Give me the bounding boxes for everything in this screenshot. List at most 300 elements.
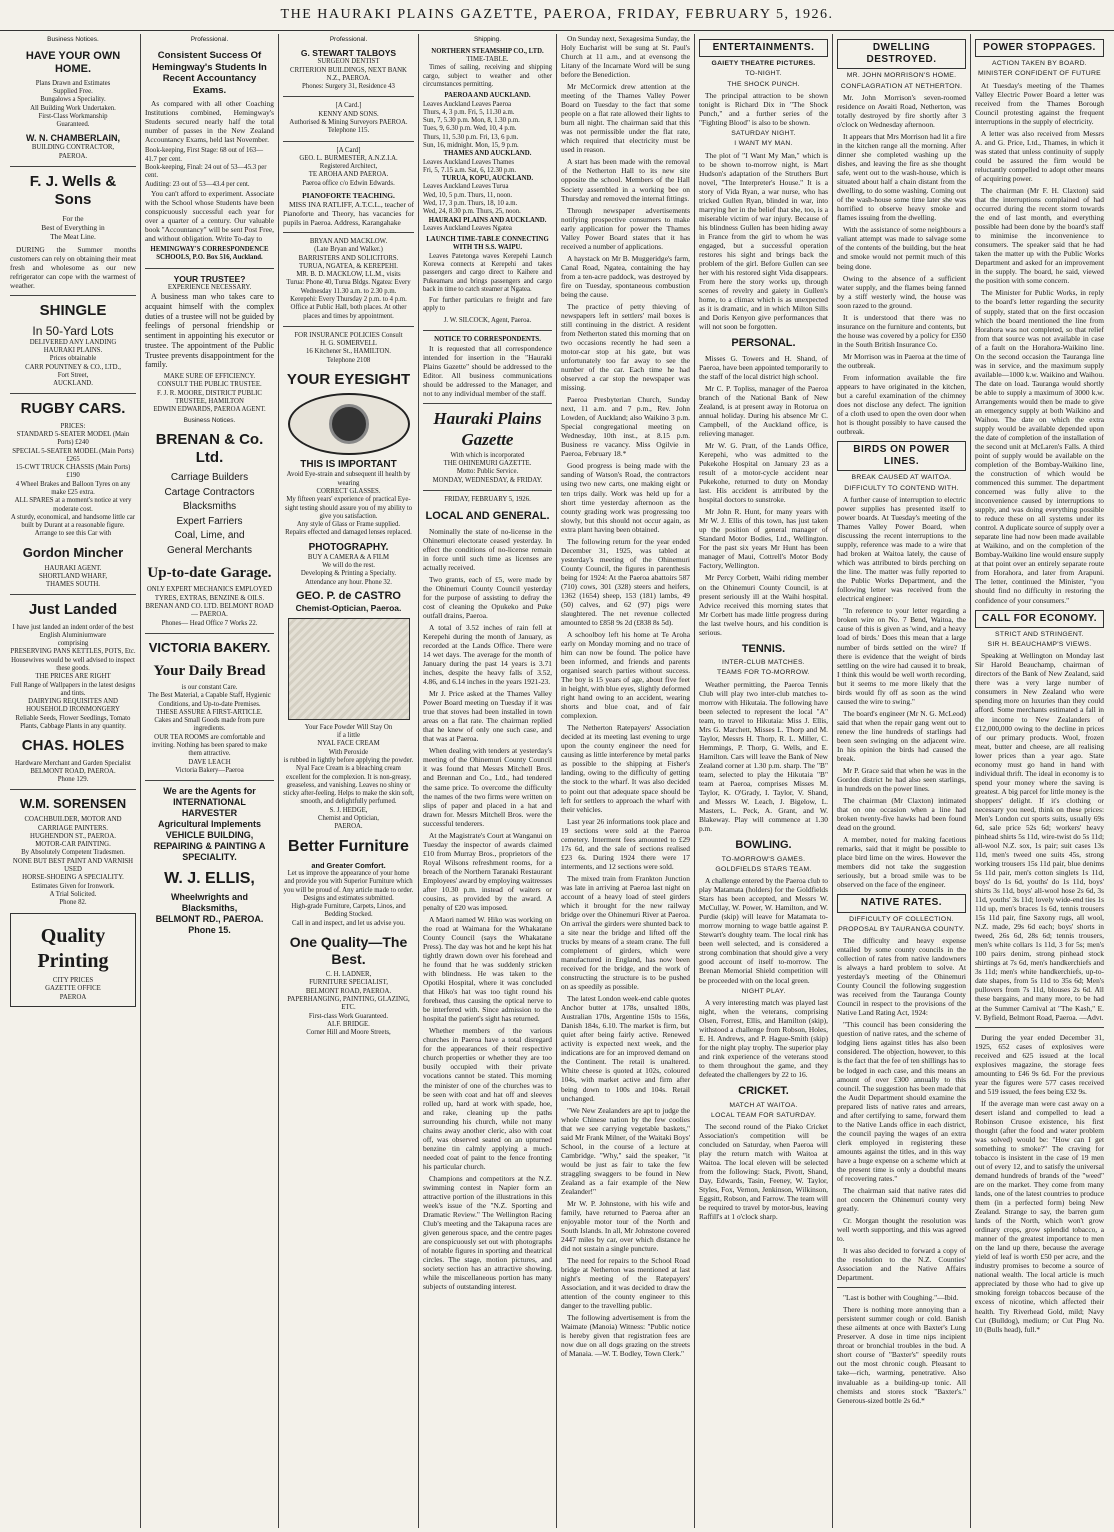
paragraph: The chairman (Mr Claxton) intimated that on one occasion when a line had broken twenty-five hawks had been found dead on the ground.	[837, 796, 966, 833]
divider	[145, 633, 274, 634]
ad-name-castro: GEO. P. de CASTRO	[296, 590, 401, 603]
ad-lines	[10, 624, 136, 732]
text-line: CORRECT GLASSES.	[316, 488, 381, 496]
text-line: Carriage Builders	[170, 472, 249, 484]
text-line: A Trial Solicited.	[49, 890, 97, 898]
text-line: MONDAY, WEDNESDAY, & FRIDAY.	[432, 476, 543, 484]
text-line: DAIRYING REQUISITES AND HOUSEHOLD IRONMONGERY	[26, 698, 120, 714]
subheading: DIFFICULTY TO CONTEND WITH.	[844, 484, 959, 492]
text-line: [A Card]	[336, 146, 361, 154]
text-line: ONLY EXPERT MECHANICS EMPLOYED	[146, 586, 273, 594]
text-line: Leaves Auckland Leaves Thames	[423, 158, 515, 166]
text-line: Expert Farriers	[176, 515, 243, 527]
ad-body-hemingway-2: You can't afford to experiment. Associate with the School whose Students have been conspicuously successful each year for over a quarter of a century. Our valuable book "Accountancy" will be sent Post Free, and without obligation. Write To-day to	[145, 188, 274, 243]
text-line: comprising	[57, 640, 89, 648]
divider	[423, 403, 552, 404]
newspaper-flag: Hauraki Plains Gazette	[433, 409, 542, 450]
text-line: The Meat Line.	[50, 231, 96, 241]
text-line: Blacksmiths	[182, 501, 237, 513]
ad-lines	[283, 238, 414, 321]
ad-subheading-shingle: In 50-Yard Lots	[32, 324, 114, 339]
ad-heading-furniture: Better Furniture	[288, 838, 409, 856]
text-line: H. G. SOMERVELL	[320, 340, 377, 348]
subheading: TO-MORROW'S GAMES.	[721, 855, 806, 863]
text-line: Call in and inspect, and let us advise you.	[292, 919, 405, 927]
text-line: Telephone 2108	[326, 356, 371, 364]
ad-lines	[10, 423, 136, 539]
paragraph: It is understood that there was no insurance on the furniture and contents, but the house was covered by a policy for £350 in the South British Insurance Co.	[837, 312, 966, 349]
ad-heading-hemingway: Consistent Success Of Hemingway's Students In Recent Accountancy Exams.	[152, 49, 267, 96]
paragraph: Whether members of the various churches in Paeroa have a total disregard for the appearances of their respective church properties or whether they are too busily occupied with their private vocations cannot be stated. This morning the minister of one of the churches was to be seen with coat and hat off and sleeves rolled up, hard at work with spade, hoe, and rake, cleaning up the paths surrounding his church, while not many chains away another cleric, also with coat off, was observed seated on an upturned benzine tin calmly applying a much-needed coat of paint to the fence fronting his particular church.	[423, 1026, 552, 1171]
column-power-economy	[970, 34, 1108, 1528]
ad-lines	[145, 586, 274, 627]
paragraph: The need for repairs to the School Road bridge at Netherton was mentioned at last night's meeting of the Ratepayers' Association, and it was decided to draw the attention of the county engineer to this danger to the travelling public.	[561, 1256, 690, 1311]
text-line: Book-keeping, Final: 24 out of 53—45.3 per cent.	[145, 163, 267, 180]
divider	[283, 326, 414, 327]
text-line: 4 Wheel Brakes and Balloon Tyres on any make £25 extra.	[15, 480, 131, 496]
text-line: Chemist and Optician,	[318, 814, 379, 822]
article-paragraphs	[699, 354, 828, 637]
paragraph: A schoolboy left his home at Te Aroha early on Monday morning and no trace of him can now be found. The police have been informed, and friends and parents organised search parties without success. The boy is 15 years of age, about five feet in height, with blue eyes, slightly deformed right hand owing to an accident, wearing shorts and blue coat, and of fair complexion.	[561, 629, 690, 721]
paragraph: Cr. Morgan thought the resolution was well worth supporting, and this was agreed to.	[837, 1216, 966, 1244]
subheading: BREAK CAUSED AT WAITOA.	[851, 474, 952, 482]
ad-name-hemingway: HEMINGWAY'S CORRESPONDENCE SCHOOLS, P.O. Box 516, Auckland.	[150, 245, 269, 262]
ship-agent: J. W. SILCOCK, Agent, Paeroa.	[443, 316, 532, 324]
route-heading: THAMES AND AUCKLAND.	[443, 150, 532, 158]
text-line: CARR POUNTNEY & CO., LTD.,	[25, 363, 121, 371]
subheading: MATCH AT WAITOA.	[729, 1101, 798, 1109]
text-line: FURNITURE SPECIALIST,	[309, 979, 388, 987]
text-line: Auditing: 23 out of 53—43.4 per cent.	[145, 180, 250, 188]
ad-lines	[283, 870, 414, 928]
text-line: First-class Work Guaranteed.	[308, 1012, 389, 1020]
text-line: Telephone 115.	[327, 127, 370, 135]
ship-note: Times of sailing, receiving and shipping cargo, subject to weather and other circumstances permitting.	[423, 64, 552, 89]
subheading: SIR H. BEAUCHAMP'S VIEWS.	[987, 641, 1092, 648]
text-line: By Absolutely Competent Tradesmen.	[21, 849, 125, 857]
text-line: Leaves Auckland Leaves Paeroa	[423, 100, 512, 108]
section-heading-power: POWER STOPPAGES.	[975, 39, 1104, 57]
ad-lines	[145, 684, 274, 775]
divider	[10, 393, 136, 394]
ad-heading-just-landed: Just Landed	[28, 601, 118, 619]
text-line: Reliable Seeds, Flower Seedlings, Tomato Plants, Cabbage Plants in any quantity.	[15, 714, 131, 731]
ad-heading-own-home: HAVE YOUR OWN HOME.	[25, 49, 121, 76]
text-line: KENNY AND SONS.	[318, 110, 379, 118]
divider	[145, 268, 274, 269]
section-heading-local: LOCAL AND GENERAL.	[425, 510, 550, 523]
route-lines	[423, 101, 552, 151]
paragraph: With the assistance of some neighbours a valiant attempt was made to salvage some of the contents of the building, but the heat and smoke would not permit much of this being done.	[837, 225, 966, 271]
paragraph: Mr P. Grace said that when he was in the Gordon district he had also seen starlings, in hundreds on the power lines.	[837, 765, 966, 793]
subheading: NIGHT PLAY.	[741, 987, 786, 995]
column-entertainment-sport	[694, 34, 832, 1528]
subheading: THE SHOCK PUNCH.	[727, 80, 800, 88]
text-line: With which is incorporated	[450, 451, 525, 459]
text-line: S. J. HEDGE,	[329, 806, 368, 814]
text-line: English Aluminiumware	[39, 631, 107, 639]
text-line: Sun, 16, midnight. Mon, 15, 9 p.m.	[423, 142, 519, 150]
text-line: Developing & Printing a Specialty.	[300, 570, 397, 578]
column-professional	[140, 34, 278, 1528]
ad-name-talboys: G. STEWART TALBOYS	[300, 47, 397, 58]
text-line: Guaranteed.	[56, 121, 90, 129]
text-line: THE PRICES ARE RIGHT	[35, 673, 111, 681]
text-line: PAEROA	[59, 993, 87, 1001]
text-line: BELMONT ROAD, PAEROA.	[305, 987, 392, 995]
paragraph: A haystack on Mr B. Muggeridge's farm, Canal Road, Ngatea, containing the hay from a ten-acre paddock, was destroyed by fire on Tuesday, spontaneous combustion being the cause.	[561, 253, 690, 299]
ad-heading-ellis: W. J. ELLIS,	[164, 869, 255, 887]
column-shipping-local	[418, 34, 556, 1528]
ad-subname-castro: Chemist-Optician, Paeroa.	[295, 603, 402, 614]
ad-heading-wells: F. J. Wells & Sons	[29, 172, 117, 209]
paragraph: Mr. John Morrison's seven-roomed residence on Awaiti Road, Netherton, was totally destroyed by fire shortly after 3 o'clock on Wednesday afternoon.	[837, 92, 966, 130]
text-line: BUY A CAMERA & A FILM	[307, 553, 390, 561]
text-line: MR. B. D. MACKLOW, LL.M., visits	[296, 271, 401, 279]
ad-lines	[10, 565, 136, 590]
paragraph: Mr J. Price asked at the Thames Valley Power Board meeting on Tuesday if it was true that stoves had been installed in town areas on a flat rate. The chairman replied that he knew of only one such case, and that was at Paeroa.	[423, 689, 552, 744]
paragraph: Mr C. P. Topliss, manager of the Paeroa branch of the National Bank of New Zealand, is at present away in Rotorua on annual holiday. During his absence Mr C. Campbell, of the Auckland office, is relieving manager.	[699, 383, 828, 438]
paragraph: There is nothing more annoying than a persistent summer cough or cold. Banish these ailments at once with Baxter's Lung Preserver. A dose in time nips incipient throat or bronchial troubles in the bud. A short course of "Baxter's" speedily routs out the most chronic cough. Pleasant to take—rich, warming, penetrative. Also invaluable as a building-up tonic. All chemists and stores stock "Baxter's." Generous-sized bottle 2s 6d.*	[837, 1305, 966, 1405]
text-line: Let us improve the appearance of your home and provide you with Superior Furniture which you will be proud of. Any article made to order. Designs and estimates submitted.	[283, 870, 414, 902]
text-line: BRENAN AND CO. LTD. BELMONT ROAD — PAEROA.	[145, 602, 274, 619]
ad-body-hemingway: As compared with all other Coaching Institutions combined, Hemingway's Students secured nearly half the total number of passes in the New Zealand Accountancy Exams, held last November.	[145, 99, 274, 145]
text-line: Authorised & Mining Surveyors PAEROA.	[289, 118, 408, 126]
text-line: THAMES SOUTH.	[45, 581, 100, 589]
text-line: THESE ASSURE A FIRST-ARTICLE.	[156, 708, 263, 716]
text-line: OUR TEA ROOMS are comfortable and inviting. Nothing has been spared to make them attractive.	[152, 733, 267, 758]
text-line: C. H. LADNER,	[325, 971, 372, 979]
paragraph: At Tuesday's meeting of the Thames Valley Electric Power Board a letter was received from the Thames Borough Council protesting against the frequent interruptions in the supply of electricity.	[975, 80, 1104, 126]
ship-timetable: TIME-TABLE.	[466, 56, 509, 64]
article-body: The plot of "I Want My Man," which is to be shown to-morrow night, is Mart Hudson's adaptation of the Struthers Burt novel, "The Interpreter's House." It is a story of Vida Ryan, a war nurse, who has tricked Gullen Ryan, blinded in war, into marrying her in the belief that she, too, is a miserable victim of war injury. Because of his blindness Gullen has been hiding away in France from the girl to whom he was engaged, but a successful operation restores his sight and brings back the problem of the girl. Before Gullen can see her with his restored sight Vida disappears. From here the story works up, through scenes of revelry and gaiety in Gullen's home, to a climax which is as unexpected as it is dramatic, and in which Milton Sills and Doris Kenyon give performances that will not soon be forgotten.	[699, 150, 828, 332]
text-line: GAZETTE OFFICE	[45, 985, 101, 993]
route-heading: PAEROA AND AUCKLAND.	[444, 92, 531, 100]
ad-heading-quality-printing: Quality Printing	[37, 925, 109, 972]
ad-subheading-bread: Your Daily Bread	[153, 662, 266, 679]
subheading: I WANT MY MAN.	[734, 140, 793, 148]
text-line: SHORTLAND WHARF,	[38, 572, 108, 580]
section-heading-cricket: CRICKET.	[738, 1085, 789, 1098]
text-line: My fifteen years' experience of practical Eye-sight testing should assure you of my ability to give you satisfaction.	[284, 496, 413, 520]
paragraph: A member, noted for making facetious remarks, said that it might be possible to place bird lime on the wires. However the members did not take the suggestion seriously, but a broad smile was to be observed on the face of the engineer.	[837, 835, 966, 890]
text-line: Attendance any hour. Phone 32.	[305, 578, 392, 586]
ad-lines	[10, 760, 136, 785]
text-line: [A Card.]	[335, 102, 362, 110]
paragraph: Good progress is being made with the sanding of Watson's Road, the contractors using two new carts, one making eight or ten trips daily. Work was held up for a short time yesterday afternoon as the county grading work was progressing too slowly, but this should not occur again, as extra plant having been obtained.	[561, 461, 690, 534]
text-line: Repairs effected and damaged lenses replaced.	[285, 529, 412, 537]
article-body: The second round of the Piako Cricket Association's competition will be concluded on Saturday, when Paeroa will play the return match with Waitoa at Waitoa. The local eleven will be selected from the following: Stack, Pivott, Shand, Day, Edwards, Tasin, Feeney, W. Taylor, Styles, Fox, Vernon, Jenkinson, Wilkinson, Eggsitt, Robson, and Farrow. The team will be required to travel by motor-bus, leaving Raffill's at 1 o'clock sharp.	[699, 1122, 828, 1222]
text-line: Your Face Powder Will Stay On	[304, 723, 393, 731]
column-business-notices	[6, 34, 140, 1528]
paragraph: The Netherton Ratepayers' Association decided at its meeting last evening to urge upon the county engineer the need for causing as little interference by metal parks as possible to the shipping at Fisher's landing, owing to the difficulty of getting the stock to the wharf. It was also decided to point out that adequate space should be left for settlers to approach the wharf with their vehicles.	[561, 723, 690, 814]
section-heading-dwelling: DWELLING DESTROYED.	[837, 39, 966, 69]
text-line: Arrange to see this Car with	[34, 530, 112, 538]
text-line: Cakes and Small Goods made from pure ingredients.	[154, 717, 265, 733]
text-line: INTERNATIONAL HARVESTER	[173, 797, 246, 818]
text-line: Leaves Auckland Leaves Ngatea	[423, 224, 512, 232]
paragraph: A further cause of interruption to electric power supplies has presented itself to power boards. At Tuesday's meeting of the Thames Valley Power Board, when discussing the recent interruptions to the supply, reference was made to a wire that had broken at Waitoa lately, the cause of which was attributed to birds perching on the line. The matter was fully reported to the Public Works Department, and the following letter was received from the electrical engineer:	[837, 495, 966, 604]
text-line: BARRISTERS AND SOLICITORS.	[298, 254, 399, 262]
issue-date: FRIDAY, FEBRUARY 5, 1926.	[444, 495, 531, 503]
text-line: BELMONT ROAD, PAEROA.	[30, 767, 116, 775]
text-line: NONE BUT BEST PAINT AND VARNISH USED	[12, 857, 134, 873]
text-line: Phone 15.	[188, 925, 231, 936]
text-line: Best of Everything in	[41, 222, 105, 232]
paragraph: The mixed train from Frankton Junction was late in arriving at Paeroa last night on account of a heavy load of steel girders which it brought for the new railway bridge over the Ohinemuri River at Paeroa. On arrival the girders were shunted back to a site near the bridge and lifted off the trucks by means of a steam crane. The full complement of girders, which were manufactured in England, has now been received for the bridge, and the work of constructing the structure is to be pushed on as speedily as possible.	[561, 873, 690, 992]
ad-heading-piano: PIANOFORTE TEACHING.	[302, 190, 395, 200]
section-heading-birds: BIRDS ON POWER LINES.	[837, 441, 966, 471]
ad-heading-holes: CHAS. HOLES	[21, 737, 125, 755]
text-line: if a little	[336, 732, 361, 740]
section-heading-personal: PERSONAL.	[731, 337, 796, 350]
text-line: Any style of Glass or Frame supplied.	[296, 521, 401, 529]
article-paragraphs	[975, 81, 1104, 605]
subheading: PROPOSAL BY TAURANGA COUNTY.	[838, 925, 965, 933]
text-line: Phones: Surgery 31, Residence 43	[302, 83, 395, 91]
ad-lines	[145, 892, 274, 936]
article-paragraphs	[837, 936, 966, 1282]
text-line: Paeroa office c/o Edwin Edwards.	[302, 179, 395, 187]
text-line: DELIVERED ANY LANDING	[29, 338, 117, 346]
text-line: Hardware Merchant and Garden Specialist	[15, 759, 131, 767]
paragraph: "We New Zealanders are apt to judge the whole Chinese nation by the few coolies that we see carrying vegetable baskets," said Mr Frank Milner, of the Waitaki Boys' School, in the course of a lecture at Cambridge. "Why," said the speaker, "it would be just as fair to take the few straggling swaggers to be found in New Zealand as a fair example of the New Zealander!"	[561, 1105, 690, 1196]
text-line: Turua: Phone 40, Turua Bldgs. Ngatea: Every Wednesday 11.30 a.m. to 2.30 p.m.	[286, 279, 411, 295]
paragraph: Mr W. P. Johnstone, with his wife and family, have returned to Paeroa after an enjoyable motor tour of the North and South Islands. In all, Mr Johnstone covered 2447 miles by car, over which distance he did not sustain a single puncture.	[561, 1198, 690, 1254]
text-line: VEHICLE BUILDING, REPAIRING & PAINTING A SPECIALITY.	[153, 829, 266, 862]
ad-lines	[283, 724, 414, 832]
paragraph: The following return for the year ended December 31, 1925, was tabled at yesterday's meeting of the Ohinemuri County Council, the figures in parenthesis being for 1924: At the Paeroa abattoirs 587 (710) cows, 301 (328) steers and heifers, 1362 (1654) sheep, 153 (181) lambs, 49 (50) calves, and 62 (97) pigs were slaughtered. The net revenue collected amounted to £858 9s 2d (£838 8s 5d).	[561, 536, 690, 627]
paragraph: The Minister for Public Works, in reply to the board's letter regarding the security of supply, stated that on the first occasion which the board mentioned the line from Horahora was not completed, so that relief from that source was not available in case of a fault on the Horahora-Waikino line. On the second occasion the Tauranga line was in service, and the maximum supply available—1000 k.w. Waikino and Waihou. The date on load. Tauranga would shortly be able to supply a maximum of 3000 k.w. Arrangements would then be made to give an emergency supply at both Waikino and Waihou. The date on which the extra supply would be available depended upon the date of completion of the installation of the second unit at McLaren's Falls. A third point of supply would be available on the completion of the Bombay-Waikino line, the construction of which would be commenced this summer. The department concerned was fully alive to the inconvenience caused by interruptions to supply, and was doing everything possible to reduce these on all systems under its control. A duplicate source of supply over a separate line had now been made available at Waikino, and on the completion of the Bombay-Waikino line would ensure supply at that point over an entirely separate route from Horahora, and later from Arapuni. The letter, continued the Minister, "you should find no difficulty in restoring the confidence of your consumers."	[975, 288, 1104, 605]
text-line: TYRES, EXTRAS, BENZINE & OILS.	[154, 594, 265, 602]
article-paragraphs	[837, 495, 966, 889]
text-line: Avoid Eye-strain and subsequent ill health by wearing	[286, 471, 411, 487]
divider	[837, 1287, 966, 1288]
article-paragraphs	[975, 1033, 1104, 1334]
launch-body: Leaves Patetonga waves Kerepehi Launch Korewa connects at Kerepehi and takes passengers and cargo direct to Kaihere and Pukeamaru and brings passengers and cargo back in time to catch steamer at Ngatea.	[423, 252, 552, 293]
launch-body-2: For further particulars re freight and fare apply to	[423, 297, 552, 313]
subheading: INTER-CLUB MATCHES.	[722, 659, 805, 667]
text-line: Prices obtainable	[49, 355, 97, 363]
paragraph: A start has been made with the removal of the Netherton Hall to its new site opposite the school. Members of the Hall Society assembled in a working bee on Thursday and removed the internal fittings.	[561, 157, 690, 203]
paragraph: A Maori named W. Hiko was working on the road at Waimana for the Whakatane County Council (says the Whakatane Press). The day was hot and he kept his hat tightly drawn down over his forehead and he found that he was suddenly stricken with blindness. He was taken to the Opotiki Hospital, where it was concluded that Hiko's hat was too tight round his forehead, thus causing the optical nerve to be interfered with. Since admission to the hospital the patient's sight has returned.	[423, 914, 552, 1024]
paragraph: From information available the fire appears to have originated in the kitchen, but a careful examination of the chimney does not disclose any defect. The ignition of a cloth used to open the oven door when hot is thought possibly to have caused the outbreak.	[837, 372, 966, 437]
text-line: We are the Agents for	[163, 786, 256, 797]
column-caption: Business Notices.	[47, 36, 99, 43]
divider	[145, 780, 274, 781]
text-line: Plans Drawn and Estimates	[35, 79, 111, 87]
text-line: is our constant Care.	[181, 683, 238, 691]
route-lines	[423, 225, 552, 233]
paragraph: It appears that Mrs Morrison had lit a fire in the kitchen range all the morning. After dinner she completed washing up the dishes, and leaving the fire as she thought safe, went out to the wash-house, which is situated about half a chain distant from the dwelling, to do some washing. Coming out of the wash-house some time later she was horrified to observe heavy smoke and flames issuing from the dwelling.	[837, 132, 966, 223]
text-line: BUILDING CONTRACTOR,	[31, 144, 115, 152]
text-line: PRICES:	[60, 422, 86, 430]
text-line: HAURAKI AGENT.	[44, 564, 102, 572]
text-line: HAURAKI PLAINS.	[43, 347, 103, 354]
paragraph: If the average man were cast away on a desert island and compelled to lead a Robinson Crusoe existence, his first thought (after the food and water problem was solved) would be: "How can I get something to smoke?" The craving for tobacco is insistent in the case of 19 men out of every 12, and to satisfy the universal demand hundreds of brands of the "weed" are on the market. They come from many lands, one of the latest countries to produce them (in a perfected form) being New Zealand. Strange to say, the barren gum lands of the North, which won't grow ordinary crops, grow splendid tobacco, a manner of the greatest importance to men on the land up there, because the average yield of leaf is worth £50 per acre, and the industry promises to become a source of national wealth. The local article is much appreciated by those who had to give up smoking foreign tobaccos because of the excess of nicotine, which affected their health. Try Riverhead Gold, mild; Navy Cut (Bulldog), medium; or Cut Plug No. 10 (Bulls head), full.*	[975, 1098, 1104, 1334]
text-line: Thurs, 11, 5.30 p.m. Fri, 13, 6 p.m.	[423, 133, 519, 141]
section-heading-tennis: TENNIS.	[741, 642, 786, 655]
divider	[283, 232, 414, 233]
ad-subheading-important: THIS IS IMPORTANT	[300, 459, 397, 471]
subheading: DIFFICULTY OF COLLECTION.	[849, 915, 954, 923]
text-line: For the	[62, 213, 84, 223]
text-line: GEO. L. BURMESTER, A.N.Z.I.A.	[299, 154, 398, 162]
text-line: Phone 82.	[59, 899, 87, 907]
text-line: PAEROA.	[334, 823, 363, 831]
news-paragraphs	[561, 34, 690, 1358]
notice-heading: NOTICE TO CORRESPONDENTS.	[434, 335, 541, 343]
flag-lines	[423, 452, 552, 485]
section-heading-native-rates: NATIVE RATES.	[837, 894, 966, 912]
paragraph: When dealing with tenders at yesterday's meeting of the Ohinemuri County Council it was found that Messrs Mitchell Bros. and Brennan and Co., Ltd., had tendered the same price. To overcome the difficulty the names of the two firms were written on slips of paper and placed in a hat and drawn for. Messrs Mitchell Bros. were the successful tenderers.	[423, 746, 552, 828]
text-line: Bungalows a Speciality.	[40, 96, 106, 104]
ad-lines	[283, 102, 414, 135]
route-lines	[423, 183, 552, 216]
ad-heading-garage: Up-to-date Garage.	[147, 565, 272, 582]
ad-lines	[10, 816, 136, 907]
paragraph: "Last is bother with Coughing."—Ibid.	[843, 1293, 959, 1303]
ad-body-wells: DURING the Summer months customers can rely on obtaining their meat fresh and wholesome as our new refrigerator can cope with the warmest of weather.	[10, 244, 137, 290]
text-line: Agricultural Implements	[157, 818, 262, 829]
text-line: CONSULT THE PUBLIC TRUSTEE.	[157, 381, 262, 389]
paragraph: The difficulty and heavy expense entailed by some county councils in the collection of rates from native landowners is always a hard problem to solve. At yesterday's meeting of the Ohinemuri County Council the following suggestion was received from the Tauranga County Council in respect to the provisions of the Native Land Rating Act, 1924:	[837, 936, 966, 1018]
paragraph: At the Magistrate's Court at Wanganui on Tuesday the inspector of awards claimed £10 from Murray Bros., proprietors of the Royal Wilsons refreshment rooms, for a breach of the Northern Taranaki Restaurant Employees' award by employing waitresses after 10.30 p.m. instead of waiters or cousins, as provided by the award. A penalty of £20 was imposed.	[423, 830, 552, 912]
paragraph: Two grants, each of £5, were made by the Ohinemuri County Council yesterday for the purpose of assisting to defray the cost of cleaning the Opukeko and Puke outfall drains, Paeroa.	[423, 574, 552, 620]
text-line: All Building Work Undertaken.	[30, 104, 116, 112]
divider	[283, 141, 414, 142]
text-line: Victoria Bakery—Paeroa	[175, 766, 244, 774]
text-line: Motto: Public Service.	[456, 468, 519, 476]
text-line: Supplied Free.	[53, 88, 93, 96]
paragraph: Mr Percy Corbett, Waihi riding member on the Ohinemuri County Council, is at present seriously ill at the Waihi hospital. Advice received this morning states that Mr Corbett has made little progress during the last twelve hours, and his condition is serious.	[699, 573, 828, 637]
ad-lines	[145, 373, 274, 414]
paragraph: Misses G. Towers and H. Shand, of Paeroa, have been appointed temporarily to the staff of the local district high school.	[699, 353, 828, 381]
divider	[975, 1027, 1104, 1028]
text-line: DAVE LEACH	[188, 758, 231, 766]
text-line: MAKE SURE OF EFFICIENCY.	[163, 373, 256, 381]
ad-heading-victoria-bakery: VICTORIA BAKERY.	[148, 639, 271, 655]
text-line: First-Class Workmanship	[38, 112, 108, 120]
divider	[10, 295, 136, 296]
paragraph: Owing to the absence of a sufficient water supply, and the flames being fanned by a stiff westerly wind, the house was soon razed to the ground.	[837, 273, 966, 310]
ad-lines	[10, 339, 136, 389]
column-professional-2	[278, 34, 418, 1528]
text-line: Kerepehi: Every Thursday 2 p.m. to 4 p.m.	[290, 296, 407, 304]
notice-body: It is requested that all correspondence intended for insertion in the "Hauraki Plains Gazette" should be addressed to the Editor. All business communications should be addressed to the Manager, and not to any individual member of the staff.	[423, 344, 552, 399]
subheading: CONFLAGRATION AT NETHERTON.	[840, 82, 963, 90]
text-line: is rubbed in lightly before applying the powder. Nyal Face Cream is a bleaching cream excellent for the complexion. It is non-greasy, greaseless, and vanishing. Leaves no shiny or sticky after-feeling. Helps to make the skin soft, smooth, and delightfully perfumed.	[283, 756, 414, 806]
ad-subheading-furniture: and Greater Comfort.	[311, 860, 386, 870]
text-line: TURUA, NGATEA, & KEREPEHI.	[299, 262, 398, 270]
eye-illustration	[288, 393, 410, 455]
text-line: ALL SPARES at a moment's notice at very moderate cost.	[14, 497, 132, 513]
text-line: PAPERHANGING, PAINTING, GLAZING, ETC.	[287, 995, 410, 1012]
divider	[423, 490, 552, 491]
paragraph: Mr McCormick drew attention at the meeting of the Thames Valley Power Board on Tuesday to the fact that some people on a flat rate allowed their lights to burn all night. The chairman said that this was not permissible under the flat rate, which required that electricity must be used in reason.	[561, 82, 690, 155]
text-line: Wed, 24, 8.30 p.m. Thurs, 25, noon.	[423, 208, 521, 216]
paragraph: The latest London week-end cable quotes Anchor butter at 178s, unsalted 180s, Australian 170s, Argentine 150s to 156s, Danish 184s, 6.10. The market is firm, but quiet after being fairly active. Renewed activity is expected next week, and the indications are for an improved demand on the Continent. The retail is unaltered. White cheese is quoted at 102s, coloured 104s, with market active and firm after being down to 100s and 104s. Retail unchanged.	[561, 994, 690, 1103]
text-line: 16 Kitchener St., HAMILTON.	[306, 348, 391, 356]
paragraph: On Sunday next, Sexagesima Sunday, the Holy Eucharist will be sung at St. Paul's Church at 11 a.m., and at evensong the Litany of the Incarnate Word will be sung before the Benediction.	[561, 34, 690, 80]
text-line: THE OHINEMURI GAZETTE.	[443, 460, 532, 468]
subheading: SATURDAY NIGHT.	[731, 130, 796, 138]
masthead: THE HAURAKI PLAINS GAZETTE, PAEROA, FRIDAY, FEBRUARY 5, 1926.	[0, 0, 1114, 31]
text-line: Leaves Auckland Leaves Turua	[423, 183, 509, 191]
column-caption: Shipping.	[473, 36, 502, 43]
lady-illustration	[288, 618, 410, 720]
text-line: PRESERVING PANS KETTLES, POTS, Etc.	[10, 648, 136, 656]
paragraph: The chairman (Mr F. H. Claxton) said that the interruptions complained of had occurred during the recent storm towards the end of last month, and everything possible had been done by the board's staff to minimise the inconvenience to consumers. The speaker said that he had taken the matter up with the Public Works Department and asked for an improvement in the supply. The board, he said, viewed the position with some concern.	[975, 186, 1104, 286]
text-line: Tues, 9, 6.30 p.m. Wed, 10, 4 p.m.	[423, 125, 517, 133]
text-line: The Best Material, a Capable Staff, Hygienic Conditions, and Up-to-date Premises.	[148, 692, 271, 708]
subheading: TEAMS FOR TO-MORROW.	[717, 669, 810, 677]
article-body: A very interesting match was played last night, when the veterans, comprising Olsen, Forrest, Ellis, and Hamilton (skip), withstood a challenge from Robson, Holes, E. H. Andrews, and P. Hague-Smith (skip) for the night play trophy. The superior play and rink experience of the veterans stood to them throughout the game, and they defeated the challengers by 22 to 16.	[699, 997, 828, 1080]
iris-shape	[329, 404, 369, 444]
subheading: STRICT AND STRINGENT.	[995, 630, 1084, 638]
ad-lines	[283, 971, 414, 1037]
ad-heading-eyesight: YOUR EYESIGHT	[286, 371, 411, 388]
text-line: Book-keeping, First Stage: 68 out of 163—41.7 per cent.	[145, 147, 263, 163]
text-line: With Peroxide	[328, 748, 369, 756]
section-heading-bowling: BOWLING.	[735, 839, 792, 852]
ad-slogan-one-quality: One Quality—The Best.	[289, 933, 408, 968]
text-line: NYAL FACE CREAM	[317, 740, 380, 748]
text-line: Fort Street,	[57, 371, 89, 379]
divider	[10, 166, 136, 167]
text-line: We will do the rest.	[322, 562, 375, 570]
ad-lines	[15, 977, 131, 1002]
subheading: TO-NIGHT.	[745, 70, 782, 78]
text-line: CITY PRICES	[52, 977, 94, 985]
section-heading-economy: CALL FOR ECONOMY.	[975, 610, 1104, 628]
paragraph: A letter was also received from Messrs A. and G. Price, Ltd., Thames, in which it was stated that unless continuity of supply could be assured the firm would be reluctantly compelled to adopt other means of acquiring power.	[975, 128, 1104, 184]
ad-lines	[10, 80, 136, 130]
text-line: Fri, 5, 7.15 a.m. Sat, 6, 12.30 p.m.	[423, 166, 517, 174]
text-line: AUCKLAND.	[53, 380, 93, 388]
paragraph: A total of 3.52 inches of rain fell at Kerepehi during the month of January, as recorded at the Lands Office. There were 14 wet days. The average for the month of January during the past 14 years is 3.71 inches, despite the heavy falls of 3.52, 4.86, and 6.14 inches in the years 1921-23.	[423, 622, 552, 687]
paragraph: Mr W. G. Pratt, of the Lands Office, Kerepehi, who was admitted to the Pukekohe Hospital on January 23 as a result of a motor-cycle accident near Pukekohe, returned to duty on Monday last. His accident is attributed by the hospital doctors to sunstroke.	[699, 441, 828, 505]
divider	[10, 789, 136, 790]
text-line: Housewives would be well advised to inspect these goods.	[11, 656, 135, 673]
ad-body-trustee: A business man who takes care to acquaint himself with the complex duties of a trustee will not be guided by feelings of personal friendship or sentiment in appointing his executor or trustee. The appointment of the Public Trustee prevents disappointment for the family.	[145, 292, 274, 370]
subheading: GOLDFIELDS STARS TEAM.	[715, 865, 812, 873]
ad-heading-trustee: YOUR TRUSTEE?	[173, 273, 246, 284]
subheading: ACTION TAKEN BY BOARD.	[992, 60, 1087, 68]
text-line: Wheelwrights and Blacksmiths,	[170, 892, 248, 914]
text-line: EDWIN EDWARDS, PAEROA AGENT.	[153, 406, 266, 414]
ad-heading-brenan: BRENAN & Co. Ltd.	[155, 430, 264, 466]
paragraph: Paeroa Presbyterian Church, Sunday next, 11 a.m. and 7 p.m., Rev. John Lowden, of Auckland; also Waikino 3 p.m. Special congregational meeting on Wednesday, 10th inst., at 8.15 p.m. Business re vacancy. Miss Ogilvie in Paeroa, February 18.*	[561, 395, 690, 459]
ad-body-piano: MISS INA RATLIFF, A.T.C.L., teacher of Pianoforte and Theory, has vacancies for pupils in Paeroa. Address, Karangahake	[283, 199, 414, 228]
article-paragraphs	[837, 93, 966, 436]
text-line: Registered Architect,	[319, 163, 378, 171]
ad-heading-mincher: Gordon Mincher	[22, 544, 124, 560]
ad-lines	[145, 471, 274, 558]
text-line: SURGEON DENTIST	[317, 58, 380, 66]
text-line: COACHBUILDER, MOTOR AND CARRIAGE PAINTERS.	[24, 816, 122, 832]
column-news	[556, 34, 694, 1528]
paragraph: It was also decided to forward a copy of the resolution to the N.Z. Counties' Association and the Native Affairs Department.	[837, 1246, 966, 1283]
text-line: TE AROHA AND PAEROA.	[308, 171, 389, 179]
paragraph: Mr John R. Hunt, for many years with Mr W. J. Ellis of this town, has just taken up the position of general manager of Standard Motor Bodies, Ltd., Wellington. For the past six years Mr Hunt has been manager of Maui, Cottrell's Motor Body Factory, Wellington.	[699, 507, 828, 571]
text-line: Thurs, 4, 3 p.m. Fri, 5, 11.30 a.m.	[423, 108, 515, 116]
section-heading-entertainments: ENTERTAINMENTS.	[699, 39, 828, 57]
ad-heading-sorensen: W.M. SORENSEN	[19, 796, 127, 812]
paragraph: Champions and competitors at the N.Z. swimming contest in Napier form an attractive portion of the illustrations in this week's issue of the "N.Z. Sporting and Dramatic Review." The Wellington Racing Club's meeting and the Takapuna races are given generous space, and the centre pages are conspicuously set out with photographs of notable figures in sporting and theatrical circles. The stage, motion pictures, and society section has an attractive showing, while the miscellaneous portion has many subjects of outstanding interest.	[423, 1173, 552, 1292]
text-line: Corner Hill and Moore Streets,	[306, 1029, 391, 1037]
text-line: I have just landed an indent order of the best	[12, 623, 134, 631]
